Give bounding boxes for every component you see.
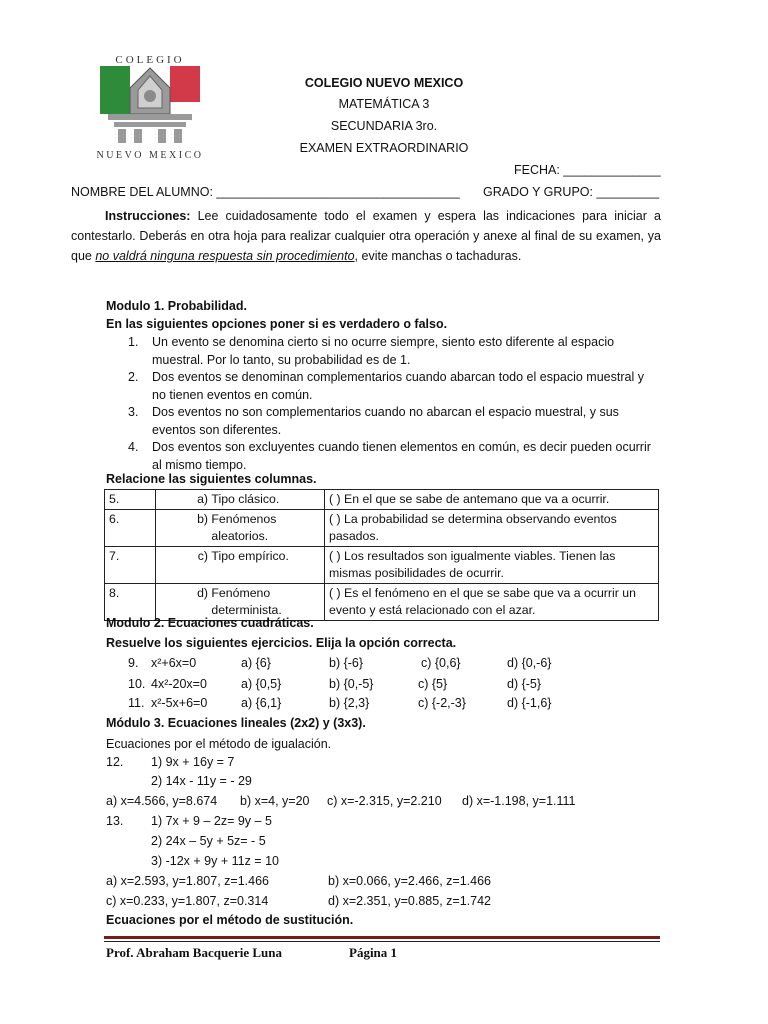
q13-option-d[interactable]: d) x=2.351, y=0.885, z=1.742 bbox=[328, 894, 491, 908]
q12-option-b[interactable]: b) x=4, y=20 bbox=[240, 794, 310, 808]
list-item: 4. Dos eventos son excluyentes cuando tienen elementos en común, es decir pueden ocurrir al mismo tiempo. bbox=[128, 440, 651, 472]
module2-instruction: Resuelve los siguientes ejercicios. Elija la opción correcta. bbox=[106, 636, 457, 650]
table-row: 5. a) Tipo clásico. ( ) En el que se sabe de antemano que va a ocurrir. bbox=[105, 490, 659, 510]
q13-eq1: 1) 7x + 9 – 2z= 9y – 5 bbox=[151, 814, 272, 828]
q12-eq1: 1) 9x + 16y = 7 bbox=[151, 755, 235, 769]
q12-option-a[interactable]: a) x=4.566, y=8.674 bbox=[106, 794, 218, 808]
level: SECUNDARIA 3ro. bbox=[330, 119, 438, 133]
list-item: 1. Un evento se denomina cierto si no ocurre siempre, siento esto diferente al espacio muestral. Por lo tanto, su probabilidad es de 1. bbox=[128, 335, 615, 367]
list-item: 3. Dos eventos no son complementarios cuando no abarcan el espacio muestral, y sus eventos son diferentes. bbox=[128, 405, 619, 437]
school-name: COLEGIO NUEVO MEXICO bbox=[304, 76, 464, 90]
table-row: 6. b) Fenómenos aleatorios. ( ) La probabilidad se determina observando eventos pasados. bbox=[105, 510, 659, 547]
subject: MATEMÁTICA 3 bbox=[338, 97, 430, 111]
footer-author: Prof. Abraham Bacquerie Luna bbox=[106, 945, 282, 960]
q12-eq2: 2) 14x - 11y = - 29 bbox=[151, 774, 252, 788]
module1-title: Modulo 1. Probabilidad. bbox=[106, 299, 247, 313]
q12-number: 12. bbox=[106, 755, 124, 769]
instructions-emphasis: no valdrá ninguna respuesta sin procedimiento bbox=[95, 249, 355, 263]
instructions-text-end: , evite manchas o tachaduras. bbox=[354, 249, 522, 263]
relate-title: Relacione las siguientes columnas. bbox=[106, 472, 317, 486]
method-equalization: Ecuaciones por el método de igualación. bbox=[106, 737, 332, 751]
q12-option-c[interactable]: c) x=-2.315, y=2.210 bbox=[327, 794, 442, 808]
exam-type: EXAMEN EXTRAORDINARIO bbox=[299, 141, 469, 155]
module2-title: Modulo 2. Ecuaciones cuadráticas. bbox=[106, 616, 314, 630]
q12-option-d[interactable]: d) x=-1.198, y=1.111 bbox=[462, 794, 576, 808]
module3-title: Módulo 3. Ecuaciones lineales (2x2) y (3x3). bbox=[106, 716, 366, 730]
q13-option-b[interactable]: b) x=0.066, y=2.466, z=1.466 bbox=[328, 874, 491, 888]
logo-bottom-text: NUEVO MEXICO bbox=[96, 150, 204, 161]
q13-eq3: 3) -12x + 9y + 11z = 10 bbox=[151, 854, 279, 868]
method-substitution: Ecuaciones por el método de sustitución. bbox=[106, 913, 354, 927]
instructions bbox=[71, 206, 661, 266]
table-row: 7. c) Tipo empírico. ( ) Los resultados son igualmente viables. Tienen las mismas posibilidades de ocurrir. bbox=[105, 547, 659, 584]
q13-option-c[interactable]: c) x=0.233, y=1.807, z=0.314 bbox=[106, 894, 269, 908]
footer-divider-thin bbox=[104, 941, 660, 942]
q13-number: 13. bbox=[106, 814, 124, 828]
list-item: 2. Dos eventos se denominan complementarios cuando abarcan todo el espacio muestral y no tienen eventos en común. bbox=[128, 370, 644, 402]
grade-group-field[interactable]: GRADO Y GRUPO: _________ bbox=[483, 185, 660, 199]
logo-top-text: COLEGIO bbox=[115, 54, 185, 66]
instructions-label: Instrucciones: bbox=[105, 209, 191, 223]
q13-eq2: 2) 24x – 5y + 5z= - 5 bbox=[151, 834, 266, 848]
matching-table bbox=[104, 489, 659, 621]
q13-option-a[interactable]: a) x=2.593, y=1.807, z=1.466 bbox=[106, 874, 269, 888]
table-row: 8. d) Fenómeno determinista. ( ) Es el fenómeno en el que se sabe que va a ocurrir un evento y está relacionado con el azar. bbox=[105, 584, 659, 621]
module1-instruction: En las siguientes opciones poner si es verdadero o falso. bbox=[106, 317, 448, 331]
footer-page-number: Página 1 bbox=[349, 945, 398, 960]
date-field[interactable]: FECHA: ______________ bbox=[514, 163, 661, 177]
student-name-field[interactable]: NOMBRE DEL ALUMNO: ___________________________________ bbox=[71, 185, 460, 199]
footer-divider bbox=[104, 936, 660, 939]
instructions-text: Lee cuidadosamente todo el examen y espera las indicaciones para iniciar a contestarlo. Deberás en otra hoja para realizar cualquier otra operación y anexe al final de su examen, ya que bbox=[71, 209, 661, 263]
true-false-list bbox=[106, 334, 666, 474]
